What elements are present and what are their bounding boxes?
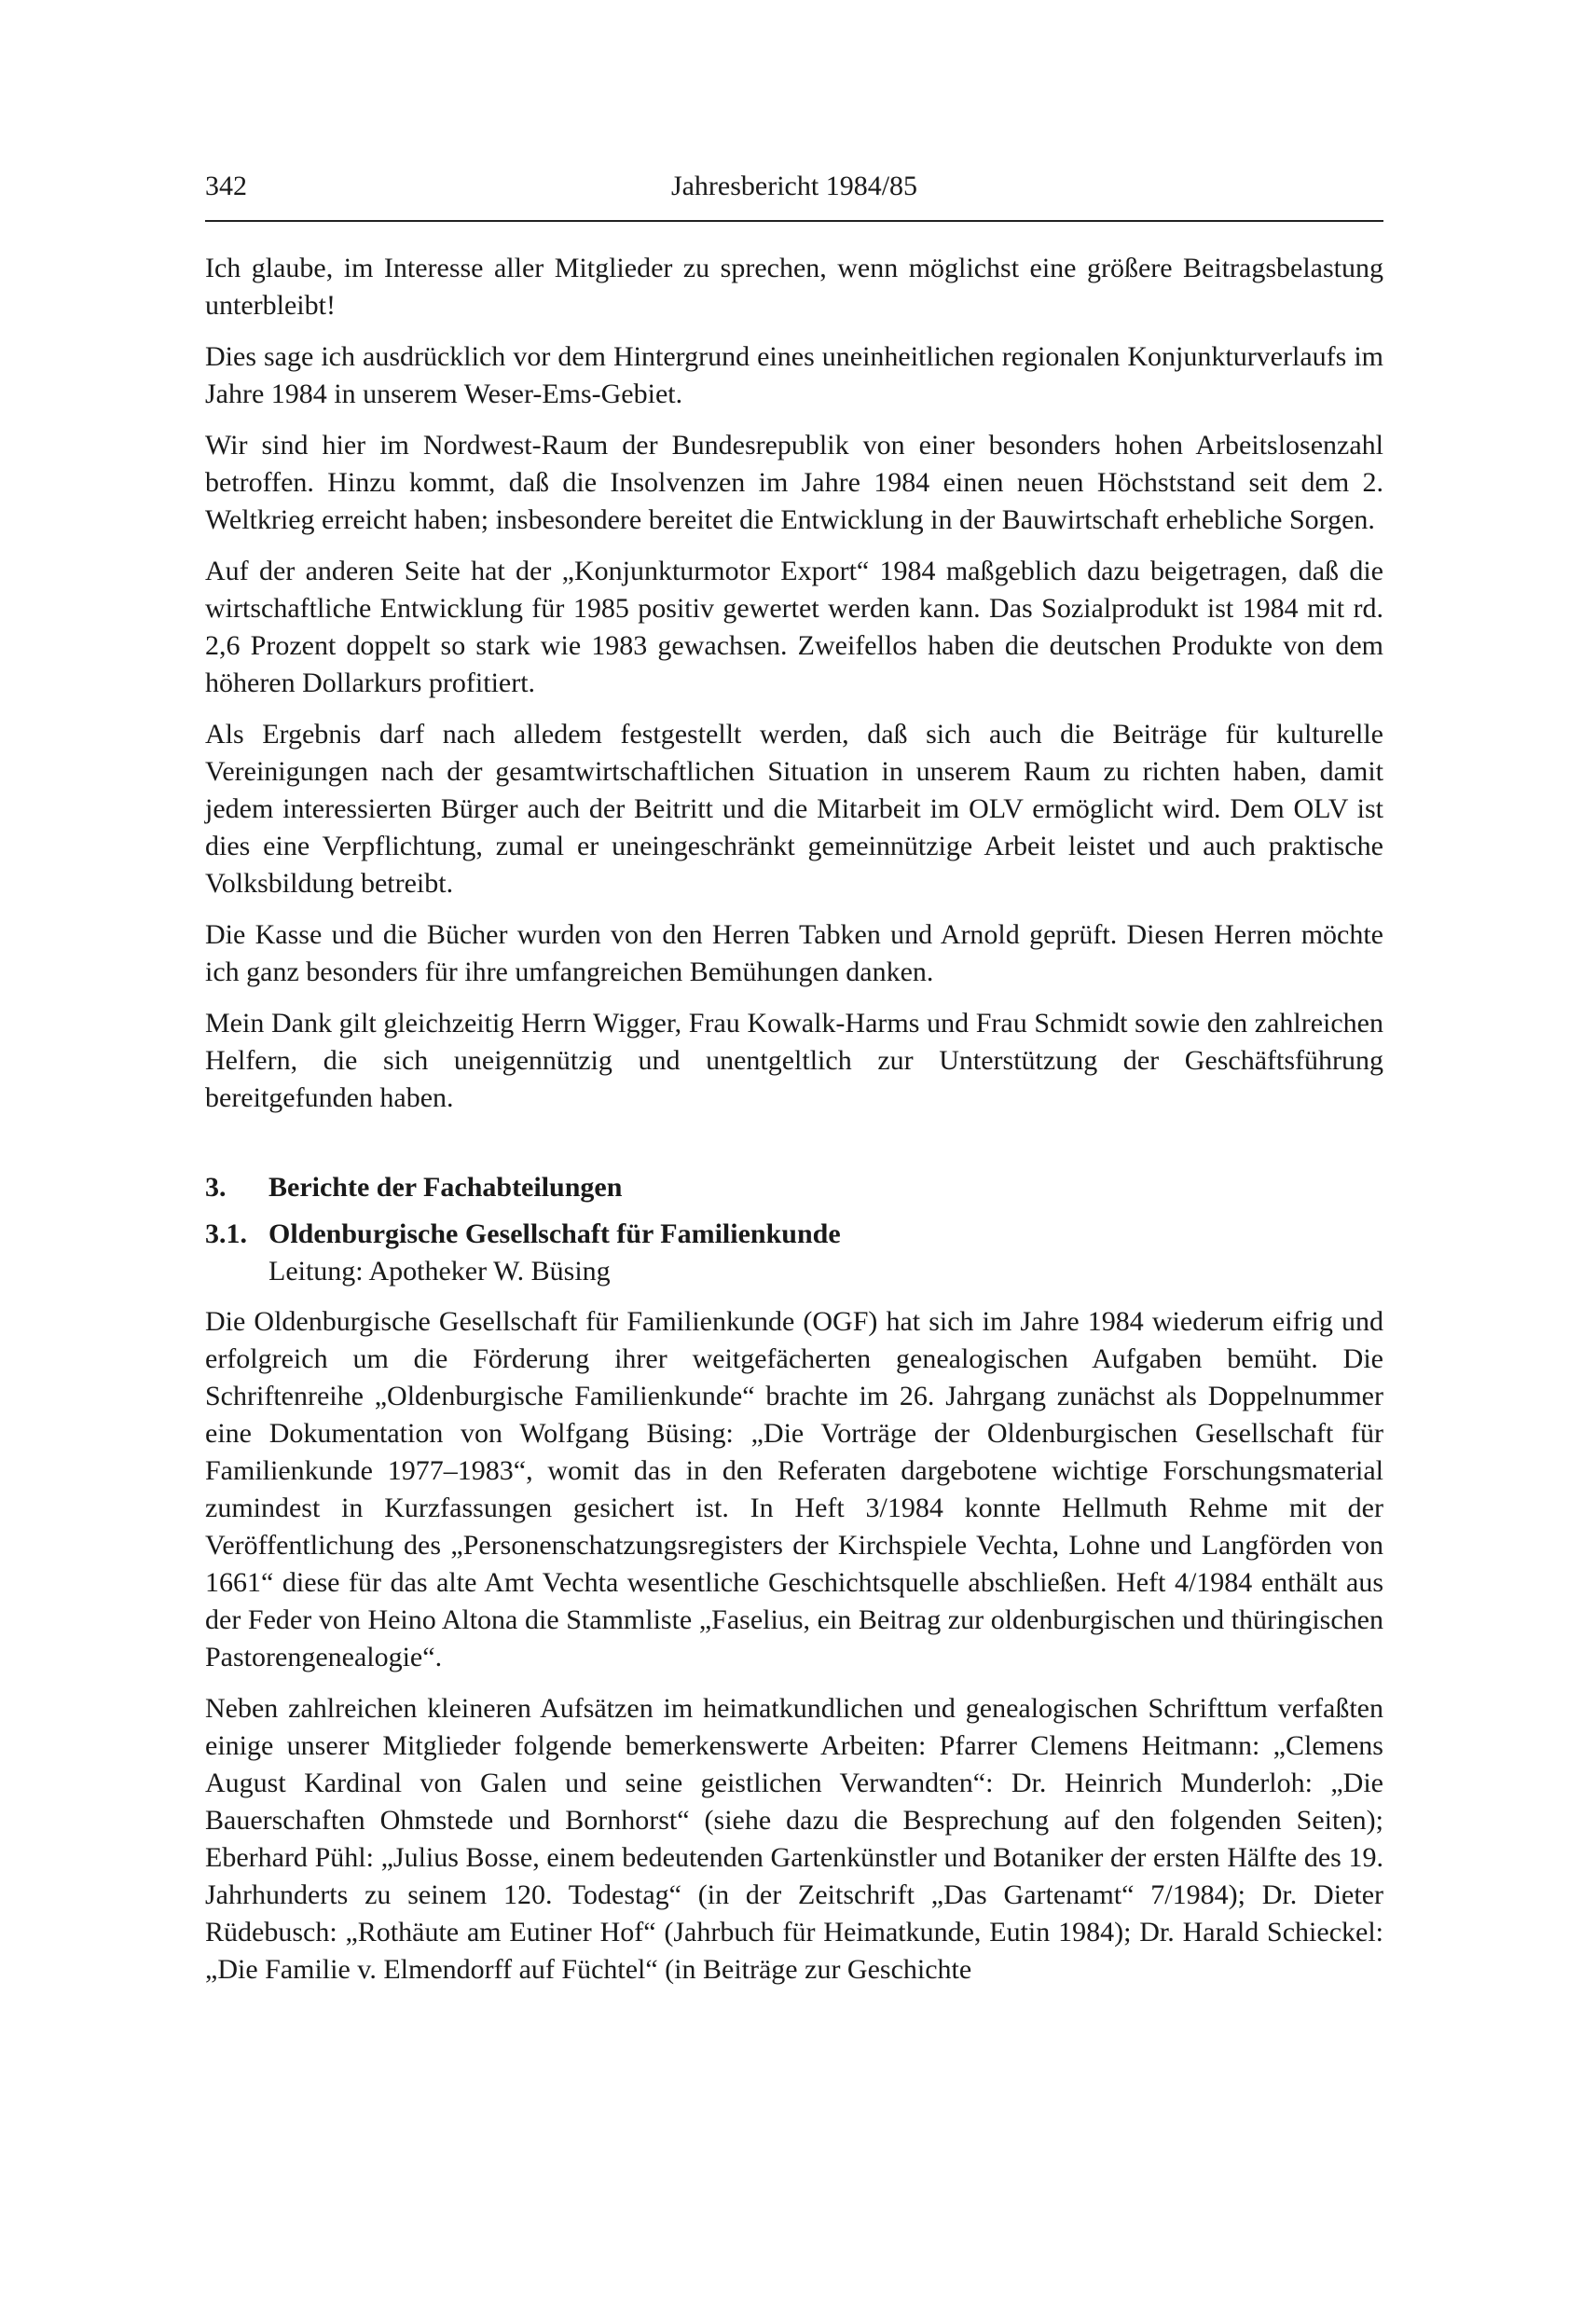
- paragraph: Die Kasse und die Bücher wurden von den Herren Tabken und Arnold geprüft. Diesen Herren möchte ich ganz besonders für ihre umfangreichen Bemühungen danken.: [205, 919, 1383, 987]
- document-page: [205, 168, 1383, 2002]
- section-title: Berichte der Fachabteilungen: [268, 1172, 623, 1203]
- running-header: [205, 168, 1383, 211]
- subsection-leitung: Leitung: Apotheker W. Büsing: [268, 1256, 611, 1287]
- running-title: Jahresbericht 1984/85: [670, 171, 918, 201]
- subsection-title: Oldenburgische Gesellschaft für Familienkunde: [268, 1218, 841, 1249]
- paragraph: Dies sage ich ausdrücklich vor dem Hintergrund eines uneinheitlichen regionalen Konjunkturverlaufs im Jahre 1984 in unserem Weser-Ems-Gebiet.: [205, 341, 1383, 409]
- header-rule: [205, 220, 1383, 222]
- subsection-number: 3.1.: [205, 1218, 247, 1249]
- paragraph: Auf der anderen Seite hat der „Konjunkturmotor Export“ 1984 maßgeblich dazu beigetragen, daß die wirtschaftliche Entwicklung für 1985 positiv gewertet werden kann. Das Sozialprodukt ist 1984 mit rd. 2,6 Prozent doppelt so stark wie 1983 gewachsen. Zweifellos haben die deutschen Produkte von dem höheren Dollarkurs profitiert.: [205, 556, 1383, 698]
- paragraph: Als Ergebnis darf nach alledem festgestellt werden, daß sich auch die Beiträge für kulturelle Vereinigungen nach der gesamtwirtschaftlichen Situation in unserem Raum zu richten haben, damit jedem interessierten Bürger auch der Beitritt und die Mitarbeit im OLV ermöglicht wird. Dem OLV ist dies eine Verpflichtung, zumal er uneingeschränkt gemeinnützige Arbeit leistet und auch praktische Volksbildung betreibt.: [205, 719, 1383, 899]
- paragraph: Ich glaube, im Interesse aller Mitglieder zu sprechen, wenn möglichst eine größere Beitragsbelastung unterbleibt!: [205, 253, 1383, 321]
- paragraph: Die Oldenburgische Gesellschaft für Familienkunde (OGF) hat sich im Jahre 1984 wiederum eifrig und erfolgreich um die Förderung ihrer weitgefächerten genealogischen Aufgaben bemüht. Die Schriftenreihe „Oldenburgische Familienkunde“ brachte im 26. Jahrgang zunächst als Doppelnummer eine Dokumentation von Wolfgang Büsing: „Die Vorträge der Oldenburgischen Gesellschaft für Familienkunde 1977–1983“, womit das in den Referaten dargebotene wichtige Forschungsmaterial zumindest in Kurzfassungen gesichert ist. In Heft 3/1984 konnte Hellmuth Rehme mit der Veröffentlichung des „Personenschatzungsregisters der Kirchspiele Vechta, Lohne und Langförden von 1661“ diese für das alte Amt Vechta wesentliche Geschichtsquelle abschließen. Heft 4/1984 enthält aus der Feder von Heino Altona die Stammliste „Faselius, ein Beitrag zur oldenburgischen und thüringischen Pastorengenealogie“.: [205, 1306, 1383, 1672]
- section-heading: [205, 1169, 1383, 1206]
- paragraph: Neben zahlreichen kleineren Aufsätzen im heimatkundlichen und genealogischen Schrifttum verfaßten einige unserer Mitglieder folgende bemerkenswerte Arbeiten: Pfarrer Clemens Heitmann: „Clemens August Kardinal von Galen und seine geistlichen Verwandten“: Dr. Heinrich Munderloh: „Die Bauerschaften Ohmstede und Bornhorst“ (siehe dazu die Besprechung auf den folgenden Seiten); Eberhard Pühl: „Julius Bosse, einem bedeutenden Gartenkünstler und Botaniker der ersten Hälfte des 19. Jahrhunderts zu seinem 120. Todestag“ (in der Zeitschrift „Das Gartenamt“ 7/1984); Dr. Dieter Rüdebusch: „Rothäute am Eutiner Hof“ (Jahrbuch für Heimatkunde, Eutin 1984); Dr. Harald Schieckel: „Die Familie v. Elmendorff auf Füchtel“ (in Beiträge zur Geschichte: [205, 1693, 1383, 1985]
- paragraph: Mein Dank gilt gleichzeitig Herrn Wigger, Frau Kowalk-Harms und Frau Schmidt sowie den zahlreichen Helfern, die sich uneigennützig und unentgeltlich zur Unterstützung der Geschäftsführung bereitgefunden haben.: [205, 1008, 1383, 1113]
- section-number: 3.: [205, 1172, 227, 1203]
- paragraph: Wir sind hier im Nordwest-Raum der Bundesrepublik von einer besonders hohen Arbeitslosenzahl betroffen. Hinzu kommt, daß die Insolvenzen im Jahre 1984 einen neuen Höchststand seit dem 2. Weltkrieg erreicht haben; insbesondere bereitet die Entwicklung in der Bauwirtschaft erhebliche Sorgen.: [205, 430, 1383, 535]
- subsection-heading: [205, 1216, 1383, 1253]
- page-number: 342: [205, 171, 247, 201]
